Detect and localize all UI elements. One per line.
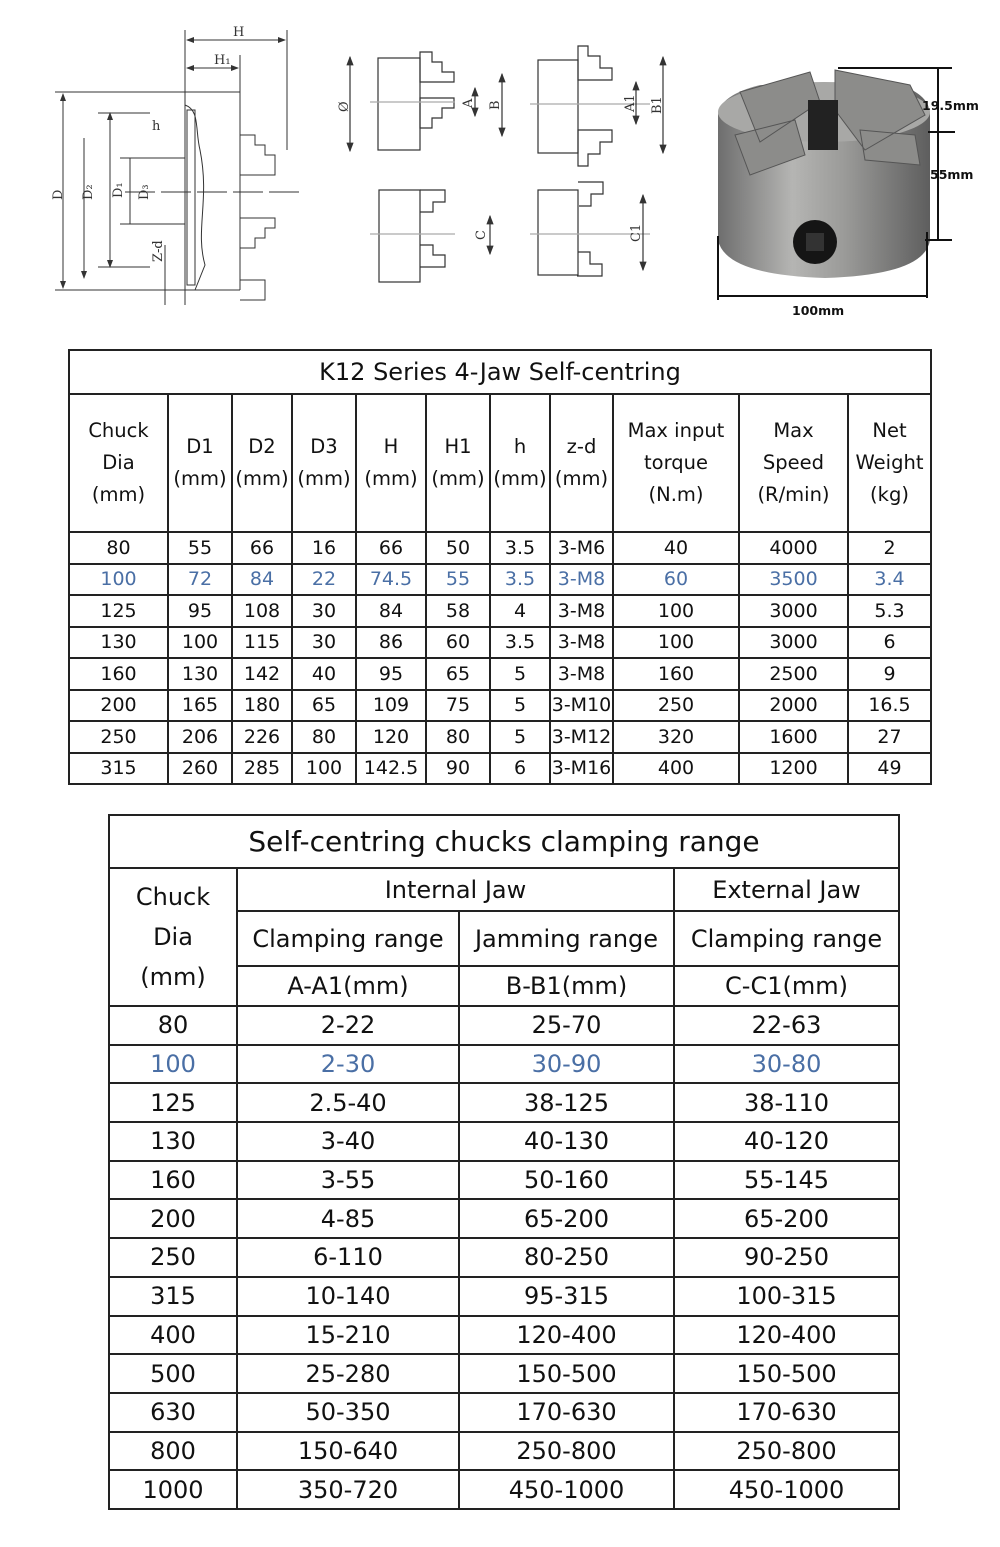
table-cell: 15-210 <box>237 1316 459 1355</box>
table-cell: 95 <box>356 658 426 690</box>
header-line: (R/min) <box>757 483 830 506</box>
table-cell: 4000 <box>739 532 848 564</box>
label-phi: Ø <box>337 101 352 112</box>
label-B1: B1 <box>650 96 665 114</box>
label-A: A <box>461 98 476 108</box>
table-cell: 108 <box>232 595 292 627</box>
table-cell: 500 <box>109 1354 237 1393</box>
header-line: (mm) <box>431 467 485 490</box>
table-cell: 160 <box>613 658 739 690</box>
table-row <box>109 1161 899 1200</box>
table-cell: 25-70 <box>459 1006 674 1045</box>
table-cell: 3-M6 <box>550 532 613 564</box>
spec-table-header-row <box>69 394 931 532</box>
table-cell: 160 <box>109 1161 237 1200</box>
table-row <box>69 721 931 753</box>
table-cell: 115 <box>232 627 292 659</box>
table-cell: 40-120 <box>674 1122 899 1161</box>
table-cell: 55 <box>426 564 490 596</box>
table-cell: 30-80 <box>674 1045 899 1084</box>
header-line: Max <box>773 419 814 442</box>
header-cell <box>426 394 490 532</box>
table-cell: 38-125 <box>459 1083 674 1122</box>
spec-table-title: K12 Series 4-Jaw Self-centring <box>69 350 931 394</box>
table-cell: 100 <box>613 595 739 627</box>
table-cell: 142.5 <box>356 753 426 785</box>
table-cell: 1600 <box>739 721 848 753</box>
table-row <box>109 1432 899 1471</box>
header-line: (kg) <box>870 483 909 506</box>
header-cell <box>739 394 848 532</box>
table-cell: 40 <box>613 532 739 564</box>
header-line: D3 <box>310 435 338 458</box>
table-cell: 6 <box>490 753 550 785</box>
table-cell: 3-M8 <box>550 658 613 690</box>
table-cell: 66 <box>356 532 426 564</box>
table-cell: 3-M16 <box>550 753 613 785</box>
table-cell: 6-110 <box>237 1238 459 1277</box>
table-cell: 100 <box>613 627 739 659</box>
table-cell: 120 <box>356 721 426 753</box>
table-cell: 3000 <box>739 627 848 659</box>
header-line: (mm) <box>297 467 351 490</box>
table-row <box>109 1470 899 1509</box>
header-line: z-d <box>566 435 597 458</box>
label-D1: D₁ <box>111 182 126 198</box>
table-cell: 9 <box>848 658 931 690</box>
table-cell: 150-500 <box>459 1354 674 1393</box>
table-cell: 100 <box>109 1045 237 1084</box>
table-cell: 2.5-40 <box>237 1083 459 1122</box>
table-cell: 170-630 <box>459 1393 674 1432</box>
table-row <box>109 1238 899 1277</box>
table-cell: 109 <box>356 690 426 722</box>
header-line: (mm) <box>493 467 547 490</box>
label-h: h <box>152 119 161 134</box>
table-cell: 22-63 <box>674 1006 899 1045</box>
header-cell <box>232 394 292 532</box>
header-line: Chuck <box>135 883 211 911</box>
table-cell: 100-315 <box>674 1277 899 1316</box>
label-H: H <box>233 25 245 40</box>
photo-body-height: 55mm <box>930 167 974 182</box>
table-cell: 80 <box>109 1006 237 1045</box>
table-cell: 3-M8 <box>550 627 613 659</box>
header-line: Max input <box>627 419 725 442</box>
technical-drawing <box>0 0 1000 335</box>
table-cell: 65 <box>292 690 356 722</box>
table-cell: 75 <box>426 690 490 722</box>
table-cell: 84 <box>232 564 292 596</box>
table-cell: 2-22 <box>237 1006 459 1045</box>
table-cell: 50 <box>426 532 490 564</box>
table-cell: 180 <box>232 690 292 722</box>
table-cell: 350-720 <box>237 1470 459 1509</box>
header-external-jaw: External Jaw <box>674 868 899 911</box>
table-row <box>69 595 931 627</box>
table-cell: 315 <box>69 753 168 785</box>
header-cell <box>292 394 356 532</box>
header-line: torque <box>644 451 708 474</box>
table-cell: 3-M10 <box>550 690 613 722</box>
table-cell: 200 <box>109 1199 237 1238</box>
table-cell: 250 <box>109 1238 237 1277</box>
table-cell: 38-110 <box>674 1083 899 1122</box>
table-cell: 200 <box>69 690 168 722</box>
unit-b-b1: B-B1(mm) <box>459 966 674 1006</box>
table-cell: 2-30 <box>237 1045 459 1084</box>
table-cell: 72 <box>168 564 232 596</box>
header-line: (mm) <box>364 467 418 490</box>
table-cell: 50-350 <box>237 1393 459 1432</box>
photo-diameter: 100mm <box>792 303 845 318</box>
table-row <box>69 532 931 564</box>
table-cell: 84 <box>356 595 426 627</box>
table-cell: 3.4 <box>848 564 931 596</box>
table-row <box>109 1045 899 1084</box>
label-D3: D₃ <box>137 184 152 200</box>
table-cell: 5 <box>490 721 550 753</box>
header-line: (mm) <box>91 483 146 506</box>
header-internal-clamping: Clamping range <box>237 911 459 966</box>
table-cell: 80-250 <box>459 1238 674 1277</box>
header-internal-jaw: Internal Jaw <box>237 868 674 911</box>
table-cell: 86 <box>356 627 426 659</box>
side-section-view <box>55 30 300 305</box>
table-cell: 250 <box>613 690 739 722</box>
header-chuck-dia <box>109 868 237 1006</box>
table-cell: 130 <box>168 658 232 690</box>
table-cell: 30 <box>292 595 356 627</box>
table-cell: 60 <box>426 627 490 659</box>
unit-c-c1: C-C1(mm) <box>674 966 899 1006</box>
table-cell: 16.5 <box>848 690 931 722</box>
table-cell: 74.5 <box>356 564 426 596</box>
table-cell: 3-M8 <box>550 564 613 596</box>
table-cell: 49 <box>848 753 931 785</box>
table-cell: 250 <box>69 721 168 753</box>
table-cell: 315 <box>109 1277 237 1316</box>
table-cell: 125 <box>69 595 168 627</box>
table-cell: 3500 <box>739 564 848 596</box>
table-cell: 100 <box>292 753 356 785</box>
table-cell: 5.3 <box>848 595 931 627</box>
table-cell: 95 <box>168 595 232 627</box>
table-cell: 630 <box>109 1393 237 1432</box>
table-cell: 250-800 <box>674 1432 899 1471</box>
header-cell <box>168 394 232 532</box>
table-cell: 80 <box>69 532 168 564</box>
clamping-range-table <box>108 814 900 1510</box>
label-H1: H₁ <box>214 53 231 68</box>
table-cell: 1200 <box>739 753 848 785</box>
label-Zd: Z-d <box>151 240 166 262</box>
header-line: (mm) <box>235 467 289 490</box>
table-cell: 400 <box>613 753 739 785</box>
header-cell <box>848 394 931 532</box>
table-cell: 800 <box>109 1432 237 1471</box>
table-cell: 3-55 <box>237 1161 459 1200</box>
table-cell: 260 <box>168 753 232 785</box>
header-line: H1 <box>444 435 472 458</box>
table-cell: 65-200 <box>459 1199 674 1238</box>
table-cell: 40 <box>292 658 356 690</box>
table-cell: 5 <box>490 690 550 722</box>
header-line: (mm) <box>140 963 206 991</box>
header-cell <box>550 394 613 532</box>
table-cell: 1000 <box>109 1470 237 1509</box>
table-cell: 150-500 <box>674 1354 899 1393</box>
header-cell <box>356 394 426 532</box>
table-cell: 27 <box>848 721 931 753</box>
table-cell: 65-200 <box>674 1199 899 1238</box>
header-line: Dia <box>153 923 193 951</box>
table-cell: 90 <box>426 753 490 785</box>
table-cell: 5 <box>490 658 550 690</box>
spec-table <box>68 349 932 785</box>
table-cell: 120-400 <box>674 1316 899 1355</box>
table-cell: 2 <box>848 532 931 564</box>
label-D: D <box>51 189 66 200</box>
header-line: (mm) <box>173 467 227 490</box>
header-line: D2 <box>248 435 276 458</box>
table-cell: 100 <box>69 564 168 596</box>
table-cell: 60 <box>613 564 739 596</box>
table-cell: 80 <box>292 721 356 753</box>
table-cell: 150-640 <box>237 1432 459 1471</box>
table-cell: 50-160 <box>459 1161 674 1200</box>
table-cell: 4-85 <box>237 1199 459 1238</box>
unit-a-a1: A-A1(mm) <box>237 966 459 1006</box>
table-cell: 160 <box>69 658 168 690</box>
table-cell: 125 <box>109 1083 237 1122</box>
table-cell: 3-M8 <box>550 595 613 627</box>
table-cell: 55-145 <box>674 1161 899 1200</box>
label-D2: D₂ <box>81 184 96 200</box>
table-cell: 3-M12 <box>550 721 613 753</box>
table-cell: 2000 <box>739 690 848 722</box>
table-cell: 25-280 <box>237 1354 459 1393</box>
label-B: B <box>488 100 503 110</box>
header-line: Dia <box>102 451 135 474</box>
header-line: Chuck <box>88 419 149 442</box>
table-row <box>69 658 931 690</box>
header-cell <box>490 394 550 532</box>
table-row <box>109 1316 899 1355</box>
header-line: Net <box>872 419 907 442</box>
label-C1: C1 <box>629 223 644 242</box>
table-cell: 250-800 <box>459 1432 674 1471</box>
chuck-photo <box>718 68 979 318</box>
header-external-clamping: Clamping range <box>674 911 899 966</box>
header-cell <box>613 394 739 532</box>
table-cell: 3-40 <box>237 1122 459 1161</box>
table-cell: 66 <box>232 532 292 564</box>
table-cell: 4 <box>490 595 550 627</box>
table-cell: 400 <box>109 1316 237 1355</box>
table-cell: 90-250 <box>674 1238 899 1277</box>
range-table-title: Self-centring chucks clamping range <box>109 815 899 868</box>
header-line: D1 <box>186 435 214 458</box>
table-row <box>109 1006 899 1045</box>
table-cell: 22 <box>292 564 356 596</box>
table-cell: 30 <box>292 627 356 659</box>
photo-jaw-height: 19.5mm <box>922 98 979 113</box>
table-row <box>109 1393 899 1432</box>
table-row <box>69 753 931 785</box>
table-cell: 10-140 <box>237 1277 459 1316</box>
table-cell: 30-90 <box>459 1045 674 1084</box>
table-row <box>109 1122 899 1161</box>
table-cell: 6 <box>848 627 931 659</box>
table-cell: 285 <box>232 753 292 785</box>
header-internal-jamming: Jamming range <box>459 911 674 966</box>
table-cell: 226 <box>232 721 292 753</box>
header-line: Weight <box>855 451 924 474</box>
header-line: (mm) <box>554 467 609 490</box>
table-cell: 3.5 <box>490 564 550 596</box>
header-line: Speed <box>762 451 825 474</box>
table-cell: 95-315 <box>459 1277 674 1316</box>
table-cell: 55 <box>168 532 232 564</box>
table-cell: 58 <box>426 595 490 627</box>
table-cell: 2500 <box>739 658 848 690</box>
table-cell: 206 <box>168 721 232 753</box>
table-cell: 120-400 <box>459 1316 674 1355</box>
table-row <box>109 1277 899 1316</box>
table-row <box>69 690 931 722</box>
table-cell: 100 <box>168 627 232 659</box>
table-row <box>109 1354 899 1393</box>
header-cell <box>69 394 168 532</box>
table-cell: 3.5 <box>490 532 550 564</box>
table-cell: 3000 <box>739 595 848 627</box>
table-cell: 65 <box>426 658 490 690</box>
header-line: h <box>513 435 527 458</box>
jaw-views <box>350 46 663 282</box>
table-cell: 450-1000 <box>459 1470 674 1509</box>
header-line: (N.m) <box>648 483 704 506</box>
table-row <box>109 1083 899 1122</box>
table-cell: 170-630 <box>674 1393 899 1432</box>
table-cell: 40-130 <box>459 1122 674 1161</box>
table-cell: 165 <box>168 690 232 722</box>
label-C: C <box>474 230 489 240</box>
table-cell: 130 <box>109 1122 237 1161</box>
table-row <box>109 1199 899 1238</box>
table-cell: 16 <box>292 532 356 564</box>
table-row <box>69 627 931 659</box>
table-cell: 3.5 <box>490 627 550 659</box>
table-cell: 450-1000 <box>674 1470 899 1509</box>
table-row <box>69 564 931 596</box>
table-cell: 130 <box>69 627 168 659</box>
table-cell: 142 <box>232 658 292 690</box>
table-cell: 320 <box>613 721 739 753</box>
header-line: H <box>383 435 399 458</box>
table-cell: 80 <box>426 721 490 753</box>
label-A1: A1 <box>623 94 638 112</box>
